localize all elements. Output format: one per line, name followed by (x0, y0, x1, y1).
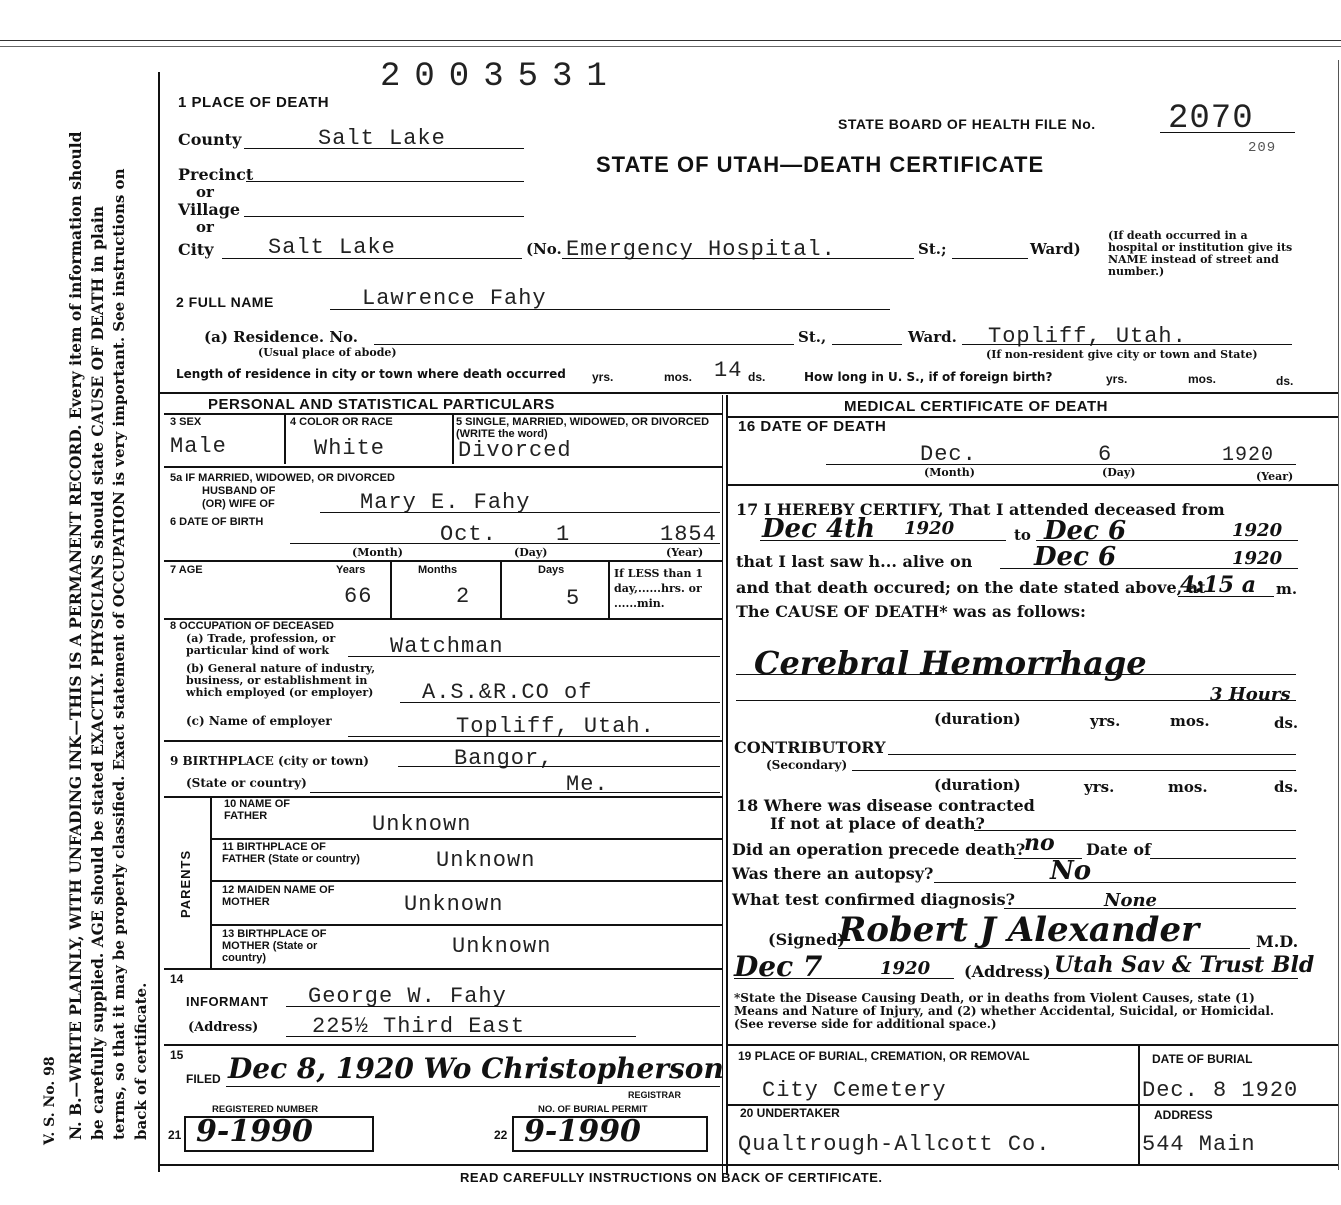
dob-year: 1854 (660, 522, 717, 547)
death-day-sub: (Day) (1102, 466, 1136, 479)
cause-duration-label: (duration) (934, 710, 1021, 728)
registered-number-label: REGISTERED NUMBER (212, 1104, 319, 1115)
autopsy-answer: No (1050, 856, 1092, 886)
sign-year: 1920 (880, 958, 931, 979)
secondary-label: (Secondary) (766, 758, 848, 772)
informant-label: INFORMANT (186, 994, 269, 1009)
sex-value: Male (170, 434, 227, 459)
residence-street-label: St., (798, 328, 827, 346)
occupation-c-value: Topliff, Utah. (456, 714, 655, 739)
contributory-ds: ds. (1274, 778, 1299, 796)
us-mos-label: mos. (1188, 372, 1217, 386)
informant-address-label: (Address) (188, 1020, 259, 1035)
disease-contracted-label: 18 Where was disease contracted (736, 796, 1035, 815)
footnote: *State the Disease Causing Death, or in deaths from Violent Causes, state (1) Means and Nature of Injury, and (2) whether Accidental, Suicidal, or Homicidal. (See reverse side for additional space.) (734, 991, 1275, 1031)
spouse-value: Mary E. Fahy (360, 490, 531, 515)
father-name-label: 10 NAME OF FATHER (224, 798, 291, 822)
color-value: White (314, 436, 386, 461)
institution-note: (If death occurred in a hospital or institution give its NAME instead of street and number.) (1108, 229, 1293, 278)
attended-to-year: 1920 (1232, 520, 1283, 541)
parents-label: PARENTS (178, 849, 193, 918)
dob-day-sub: (Day) (514, 546, 548, 559)
mother-name-value: Unknown (404, 892, 504, 917)
dob-day: 1 (556, 522, 571, 547)
undertaker-label: 20 UNDERTAKER (740, 1106, 840, 1120)
age-months-header: Months (418, 564, 458, 576)
burial-date-label: DATE OF BURIAL (1152, 1052, 1253, 1066)
burial-date: Dec. 8 1920 (1142, 1078, 1299, 1103)
full-name-label: 2 FULL NAME (176, 294, 274, 310)
burial-permit-num: 22 (494, 1128, 508, 1142)
age-years-header: Years (336, 564, 366, 576)
length-days-value: 14 (714, 358, 743, 383)
occupation-a-label: (a) Trade, profession, or particular kind of work (186, 632, 336, 657)
contributory-duration-label: (duration) (934, 776, 1021, 794)
spouse-label-2: HUSBAND OF (202, 485, 276, 497)
death-year: 1920 (1222, 444, 1275, 467)
mother-birthplace-label: 13 BIRTHPLACE OF MOTHER (State or country) (222, 928, 327, 964)
contributory-yrs: yrs. (1084, 778, 1115, 796)
spouse-label-1: 5a IF MARRIED, WIDOWED, OR DIVORCED (170, 472, 395, 484)
city-value: Salt Lake (268, 235, 396, 260)
registered-number-value: 9-1990 (196, 1114, 313, 1149)
undertaker-value: Qualtrough-Allcott Co. (738, 1132, 1051, 1157)
file-number: 2070 (1168, 100, 1254, 138)
cause-yrs: yrs. (1090, 712, 1121, 730)
age-days: 5 (566, 586, 581, 611)
attended-from: Dec 4th (762, 514, 875, 544)
dob-label: 6 DATE OF BIRTH (170, 516, 264, 528)
burial-place: City Cemetery (762, 1078, 947, 1103)
us-ds-label: ds. (1276, 374, 1294, 388)
cause-duration-note: 3 Hours (1210, 684, 1291, 705)
village-label: Village (178, 200, 241, 219)
certificate-title: STATE OF UTAH—DEATH CERTIFICATE (596, 152, 1045, 177)
death-year-sub: (Year) (1256, 470, 1294, 483)
nonresident-note: (If non-resident give city or town and State) (986, 348, 1258, 361)
ward-label: Ward) (1030, 240, 1081, 258)
father-birthplace-value: Unknown (436, 848, 536, 873)
file-sub-number: 209 (1248, 140, 1277, 156)
instructions-line-1: N. B.—WRITE PLAINLY, WITH UNFADING INK—THIS IS A PERMANENT RECORD. Every item of information should (66, 131, 85, 1140)
file-number-label: STATE BOARD OF HEALTH FILE No. (838, 116, 1096, 132)
informant-value: George W. Fahy (308, 984, 507, 1009)
length-mos-label: mos. (664, 370, 693, 384)
length-residence-label: Length of residence in city or town where death occurred (176, 367, 566, 381)
informant-address: 225½ Third East (312, 1014, 526, 1039)
length-ds-label: ds. (748, 370, 766, 384)
birthplace-state: Me. (566, 772, 609, 797)
sign-address-label: (Address) (964, 962, 1051, 981)
county-label: County (178, 130, 242, 149)
occurred-text: and that death occured; on the date stated above, at (736, 578, 1206, 597)
death-time: 4:15 a (1180, 572, 1256, 598)
birthplace-city: Bangor, (454, 746, 554, 771)
dob-year-sub: (Year) (666, 546, 704, 559)
residence-label: (a) Residence. No. (204, 328, 359, 346)
precinct-label: Precinct (178, 165, 254, 184)
occupation-b-value: A.S.&R.CO of (422, 680, 593, 705)
instructions-line-2: be carefully supplied. AGE should be stated EXACTLY. PHYSICIANS should state CAUSE OF DEATH in plain (88, 205, 107, 1140)
mother-birthplace-value: Unknown (452, 934, 552, 959)
vs-number: V. S. No. 98 (42, 1056, 58, 1145)
registered-number-num: 21 (168, 1128, 182, 1142)
burial-place-label: 19 PLACE OF BURIAL, CREMATION, OR REMOVAL (738, 1049, 1030, 1063)
registrar-label: REGISTRAR (628, 1090, 682, 1100)
age-years: 66 (344, 584, 373, 609)
mother-name-label: 12 MAIDEN NAME OF MOTHER (222, 884, 335, 908)
sex-label: 3 SEX (170, 416, 202, 428)
occupation-c-label: (c) Name of employer (186, 714, 332, 728)
last-saw-year: 1920 (1232, 548, 1283, 569)
dob-month: Oct. (440, 522, 497, 547)
contributory-label: CONTRIBUTORY (734, 738, 886, 757)
institution-value: Emergency Hospital. (566, 237, 836, 262)
operation-date-label: Date of (1086, 840, 1151, 859)
informant-number: 14 (170, 972, 184, 986)
birthplace-sub: (State or country) (186, 776, 307, 790)
father-name-value: Unknown (372, 812, 472, 837)
age-months: 2 (456, 584, 471, 609)
test-label: What test confirmed diagnosis? (732, 890, 1016, 909)
top-stamp: 2003531 (380, 58, 621, 96)
attended-to: Dec 6 (1044, 516, 1127, 546)
cause-value: Cerebral Hemorrhage (754, 644, 1147, 682)
filed-handwriting: Dec 8, 1920 Wo Christopherson (228, 1052, 724, 1085)
operation-answer: no (1024, 830, 1055, 856)
us-residence-label: How long in U. S., if of foreign birth? (804, 370, 1053, 384)
or-label-2: or (196, 218, 214, 236)
us-yrs-label: yrs. (1106, 372, 1128, 386)
residence-ward-value: Topliff, Utah. (988, 324, 1187, 349)
last-saw-date: Dec 6 (1034, 542, 1117, 572)
instructions-line-4: back of certificate. (132, 982, 150, 1140)
death-date-label: 16 DATE OF DEATH (738, 418, 887, 435)
personal-header: PERSONAL AND STATISTICAL PARTICULARS (208, 396, 555, 413)
birthplace-label: 9 BIRTHPLACE (city or town) (170, 754, 369, 768)
certify-text: 17 I HEREBY CERTIFY, That I attended deceased from (736, 500, 1225, 519)
marital-label: 5 SINGLE, MARRIED, WIDOWED, OR DIVORCED (WRITE the word) (456, 416, 710, 440)
dob-month-sub: (Month) (352, 546, 403, 559)
physician-address: Utah Sav & Trust Bld (1054, 952, 1315, 978)
place-of-death-label: 1 PLACE OF DEATH (178, 94, 330, 111)
instructions-line-3: terms, so that it may be properly classified. Exact statement of OCCUPATION is very important. See instructions on (110, 168, 128, 1140)
filed-label: FILED (186, 1072, 221, 1086)
spouse-label-3: (OR) WIFE OF (202, 498, 275, 510)
death-month: Dec. (920, 442, 977, 467)
cause-mos: mos. (1170, 712, 1210, 730)
signed-label: (Signed) (768, 930, 845, 949)
occupation-label: 8 OCCUPATION OF DECEASED (170, 620, 334, 632)
father-birthplace-label: 11 BIRTHPLACE OF FATHER (State or country) (222, 841, 360, 865)
marital-value: Divorced (458, 438, 572, 463)
footer-text: READ CAREFULLY INSTRUCTIONS ON BACK OF CERTIFICATE. (460, 1170, 883, 1185)
disease-contracted-sub: If not at place of death? (770, 814, 985, 833)
test-answer: None (1104, 890, 1157, 911)
medical-header: MEDICAL CERTIFICATE OF DEATH (844, 398, 1108, 415)
filed-number: 15 (170, 1048, 184, 1062)
attended-to-label: to (1014, 526, 1031, 544)
sign-date: Dec 7 (734, 950, 823, 983)
cause-label: The CAUSE OF DEATH* was as follows: (736, 602, 1086, 621)
residence-ward-label: Ward. (908, 328, 957, 346)
undertaker-address: 544 Main (1142, 1132, 1256, 1157)
county-value: Salt Lake (318, 126, 446, 151)
burial-permit-value: 9-1990 (524, 1114, 641, 1149)
physician-signature: Robert J Alexander (838, 910, 1199, 950)
street-no-label: (No. (526, 240, 562, 258)
burial-permit-label: NO. OF BURIAL PERMIT (538, 1104, 648, 1115)
street-label: St.; (918, 240, 947, 258)
autopsy-label: Was there an autopsy? (732, 864, 934, 883)
death-month-sub: (Month) (924, 466, 975, 479)
occupation-a-value: Watchman (390, 634, 504, 659)
death-time-m: m. (1276, 580, 1298, 598)
length-yrs-label: yrs. (592, 370, 614, 384)
city-label: City (178, 240, 214, 259)
age-days-header: Days (538, 564, 565, 576)
cause-ds: ds. (1274, 714, 1299, 732)
color-label: 4 COLOR OR RACE (290, 416, 393, 428)
contributory-mos: mos. (1168, 778, 1208, 796)
attended-from-year: 1920 (904, 518, 955, 539)
residence-sub: (Usual place of abode) (258, 346, 397, 359)
md-label: M.D. (1256, 932, 1299, 951)
operation-label: Did an operation precede death? (732, 840, 1026, 859)
undertaker-address-label: ADDRESS (1154, 1108, 1213, 1122)
less-than-day: If LESS than 1 day,......hrs. or ......min. (614, 567, 703, 610)
or-label-1: or (196, 183, 214, 201)
full-name-value: Lawrence Fahy (362, 286, 547, 311)
age-label: 7 AGE (170, 564, 203, 576)
last-saw-text: that I last saw h... alive on (736, 552, 973, 571)
death-day: 6 (1098, 442, 1113, 467)
occupation-b-label: (b) General nature of industry, business, or establishment in which employed (or employer) (186, 662, 376, 699)
